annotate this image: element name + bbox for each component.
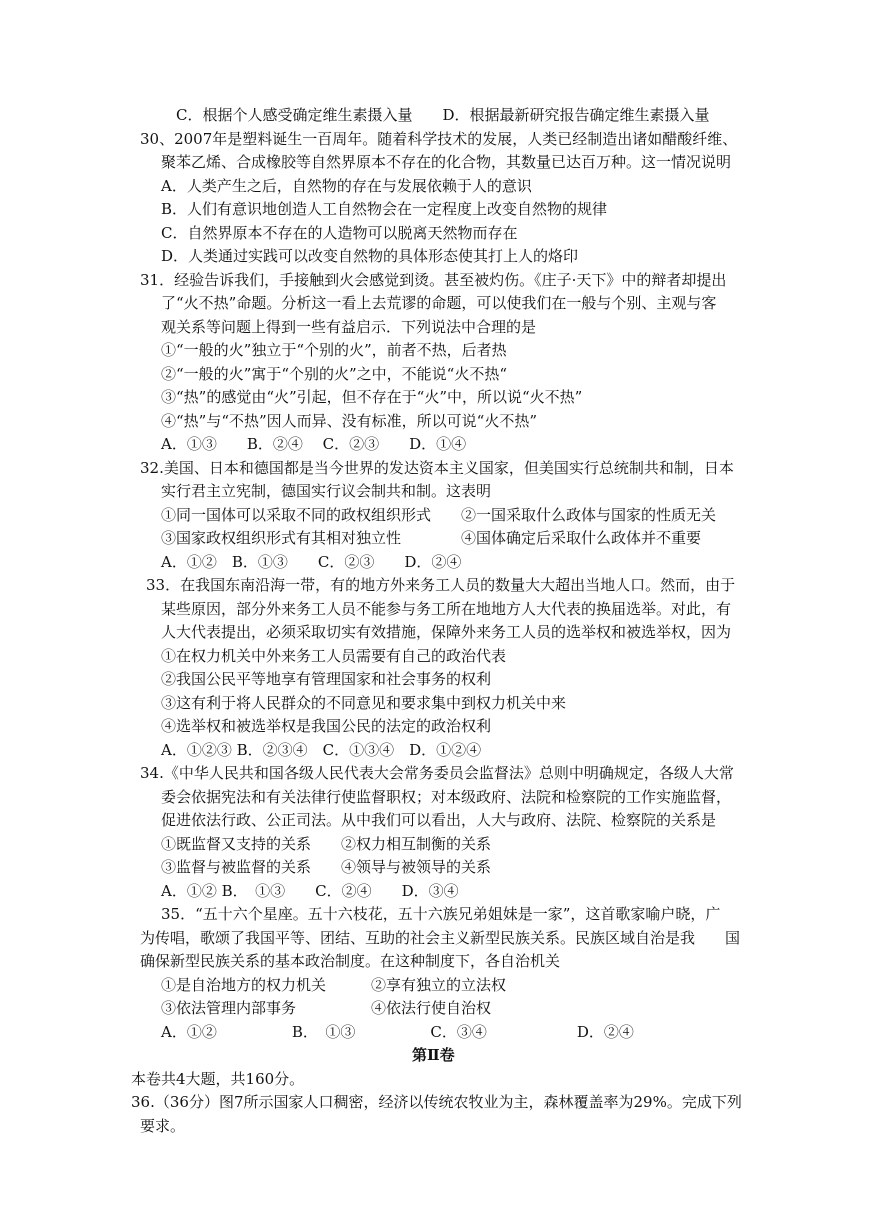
q32-options: A．①② B．①③ C．②③ D．②④ [161, 553, 462, 571]
section-title: 第Ⅱ卷 [412, 1046, 455, 1064]
q34-statements-1-2: ①既监督又支持的关系 ②权力相互制衡的关系 [161, 835, 492, 853]
q33-statement-1: ①在权力机关中外来务工人员需要有自己的政治代表 [161, 647, 507, 665]
q30-option-b: B．人们有意识地创造人工自然物会在一定程度上改变自然物的规律 [161, 200, 608, 218]
q30-option-a: A．人类产生之后，自然物的存在与发展依赖于人的意识 [161, 177, 532, 195]
q33-stem-line-1: 33．在我国东南沿海一带，有的地方外来务工人员的数量大大超出当地人口。然而，由于 [146, 576, 736, 594]
q31-statement-4: ④“热”与“不热”因人而异、没有标准，所以可说“火不热” [161, 412, 538, 430]
q34-statements-3-4: ③监督与被监督的关系 ④领导与被领导的关系 [161, 858, 492, 876]
q35-statements-1-2: ①是自治地方的权力机关 ②享有独立的立法权 [161, 976, 507, 994]
q33-statement-4: ④选举权和被选举权是我国公民的法定的政治权利 [161, 717, 492, 735]
q33-stem-line-3: 人大代表提出，必须采取切实有效措施，保障外来务工人员的选举权和被选举权，因为 [161, 623, 732, 641]
q36-stem-line-2: 要求。 [140, 1117, 186, 1135]
q30-stem-line-1: 30、2007年是塑料诞生一百周年。随着科学技术的发展，人类已经制造出诸如醋酸纤维、 [140, 130, 738, 148]
q32-statements-1-2: ①同一国体可以采取不同的政权组织形式 ②一国采取什么政体与国家的性质无关 [161, 506, 717, 524]
q32-stem-line-2: 实行君主立宪制，德国实行议会制共和制。这表明 [161, 482, 492, 500]
q34-options: A．①② B． ①③ C．②④ D．③④ [161, 882, 459, 900]
q31-statement-1: ①“一般的火”独立于“个别的火”，前者不热，后者热 [161, 341, 507, 359]
q35-stem-line-3: 确保新型民族关系的基本政治制度。在这种制度下，各自治机关 [140, 952, 561, 970]
q30-stem-line-2: 聚苯乙烯、合成橡胶等自然界原本不存在的化合物，其数量已达百万种。这一情况说明 [161, 153, 732, 171]
q35-stem-line-1: 35．“五十六个星座。五十六枝花，五十六族兄弟姐妹是一家”，这首歌家喻户晓，广 [161, 905, 721, 923]
q33-statement-2: ②我国公民平等地享有管理国家和社会事务的权利 [161, 670, 492, 688]
q29-options-cd: C．根据个人感受确定维生素摄入量 D．根据最新研究报告确定维生素摄入量 [176, 106, 710, 124]
q30-option-d: D．人类通过实践可以改变自然物的具体形态使其打上人的烙印 [161, 247, 579, 265]
q34-stem-line-3: 促进依法行政、公正司法。从中我们可以看出，人大与政府、法院、检察院的关系是 [161, 811, 717, 829]
q35-statements-3-4: ③依法管理内部事务 ④依法行使自治权 [161, 999, 492, 1017]
q35-stem-line-2: 为传唱，歌颂了我国平等、团结、互助的社会主义新型民族关系。民族区域自治是我 国 [140, 929, 741, 947]
q34-stem-line-2: 委会依据宪法和有关法律行使监督职权；对本级政府、法院和检察院的工作实施监督， [161, 788, 732, 806]
q33-options: A．①②③ B．②③④ C．①③④ D．①②④ [161, 741, 482, 759]
q33-statement-3: ③这有利于将人民群众的不同意见和要求集中到权力机关中来 [161, 694, 567, 712]
q30-option-c: C．自然界原本不存在的人造物可以脱离天然物而存在 [161, 224, 518, 242]
q34-stem-line-1: 34.《中华人民共和国各级人民代表大会常务委员会监督法》总则中明确规定，各级人大常 [140, 764, 734, 782]
q32-statements-3-4: ③国家政权组织形式有其相对独立性 ④国体确定后采取什么政体并不重要 [161, 529, 702, 547]
q31-statement-2: ②“一般的火”寓于“个别的火”之中，不能说“火不热“ [161, 365, 508, 383]
q31-stem-line-2: 了“火不热”命题。分析这一看上去荒谬的命题，可以使我们在一般与个别、主观与客 [161, 294, 717, 312]
q31-statement-3: ③“热”的感觉由“火”引起，但不存在于“火”中，所以说“火不热” [161, 388, 583, 406]
q33-stem-line-2: 某些原因，部分外来务工人员不能参与务工所在地地方人大代表的换届选举。对此，有 [161, 600, 732, 618]
q35-options: A．①② B． ①③ C．③④ D．②④ [161, 1023, 634, 1041]
q31-stem-line-3: 观关系等问题上得到一些有益启示．下列说法中合理的是 [161, 318, 537, 336]
q31-stem-line-1: 31．经验告诉我们，手接触到火会感觉到烫。甚至被灼伤。《庄子·天下》中的辩者却提出 [140, 271, 727, 289]
q36-stem-line-1: 36.（36分）图7所示国家人口稠密，经济以传统农牧业为主，森林覆盖率为29%。完成下列 [131, 1093, 742, 1111]
q31-options: A．①③ B．②④ C．②③ D．①④ [161, 435, 467, 453]
q32-stem-line-1: 32.美国、日本和德国都是当今世界的发达资本主义国家，但美国实行总统制共和制，日本 [140, 459, 734, 477]
section-intro: 本卷共4大题，共160分。 [131, 1070, 305, 1088]
